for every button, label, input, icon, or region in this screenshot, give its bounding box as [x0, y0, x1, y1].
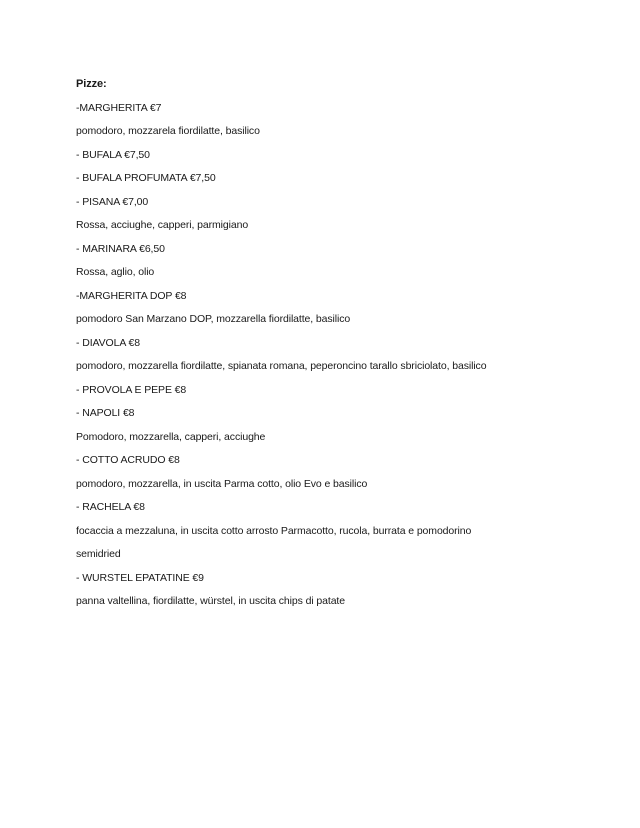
pizza-description: panna valtellina, fiordilatte, würstel, in uscita chips di patate: [76, 595, 345, 607]
pizza-description: pomodoro, mozzarela fiordilatte, basilico: [76, 125, 260, 137]
pizza-description: Rossa, aglio, olio: [76, 266, 155, 278]
menu-content: [76, 73, 596, 614]
pizza-description-continued: semidried: [76, 548, 121, 560]
pizza-name-bufala-profumata: - BUFALA PROFUMATA €7,50: [76, 172, 216, 184]
pizza-name-napoli: - NAPOLI €8: [76, 407, 135, 419]
pizza-name-margherita-dop: -MARGHERITA DOP €8: [76, 289, 187, 302]
pizza-description: pomodoro, mozzarella fiordilatte, spianata romana, peperoncino tarallo sbriciolato, basilico: [76, 360, 487, 372]
section-heading: Pizze:: [76, 78, 107, 90]
pizza-name-wurstel-epatatine: - WURSTEL EPATATINE €9: [76, 571, 204, 584]
pizza-name-margherita: -MARGHERITA €7: [76, 101, 162, 114]
pizza-name-cotto-acrudo: - COTTO ACRUDO €8: [76, 454, 180, 466]
pizza-name-pisana: - PISANA €7,00: [76, 195, 149, 208]
pizza-description: pomodoro, mozzarella, in uscita Parma cotto, olio Evo e basilico: [76, 477, 368, 490]
pizza-name-marinara: - MARINARA €6,50: [76, 242, 165, 255]
pizza-description: Pomodoro, mozzarella, capperi, acciughe: [76, 430, 266, 443]
pizza-description: focaccia a mezzaluna, in uscita cotto arrosto Parmacotto, rucola, burrata e pomodorino: [76, 524, 472, 537]
pizza-description: Rossa, acciughe, capperi, parmigiano: [76, 219, 249, 231]
pizza-description: pomodoro San Marzano DOP, mozzarella fiordilatte, basilico: [76, 313, 351, 325]
pizza-name-rachela: - RACHELA €8: [76, 501, 145, 513]
pizza-name-provola-e-pepe: - PROVOLA E PEPE €8: [76, 383, 187, 396]
pizza-name-bufala: - BUFALA €7,50: [76, 148, 150, 161]
pizza-name-diavola: - DIAVOLA €8: [76, 336, 140, 349]
